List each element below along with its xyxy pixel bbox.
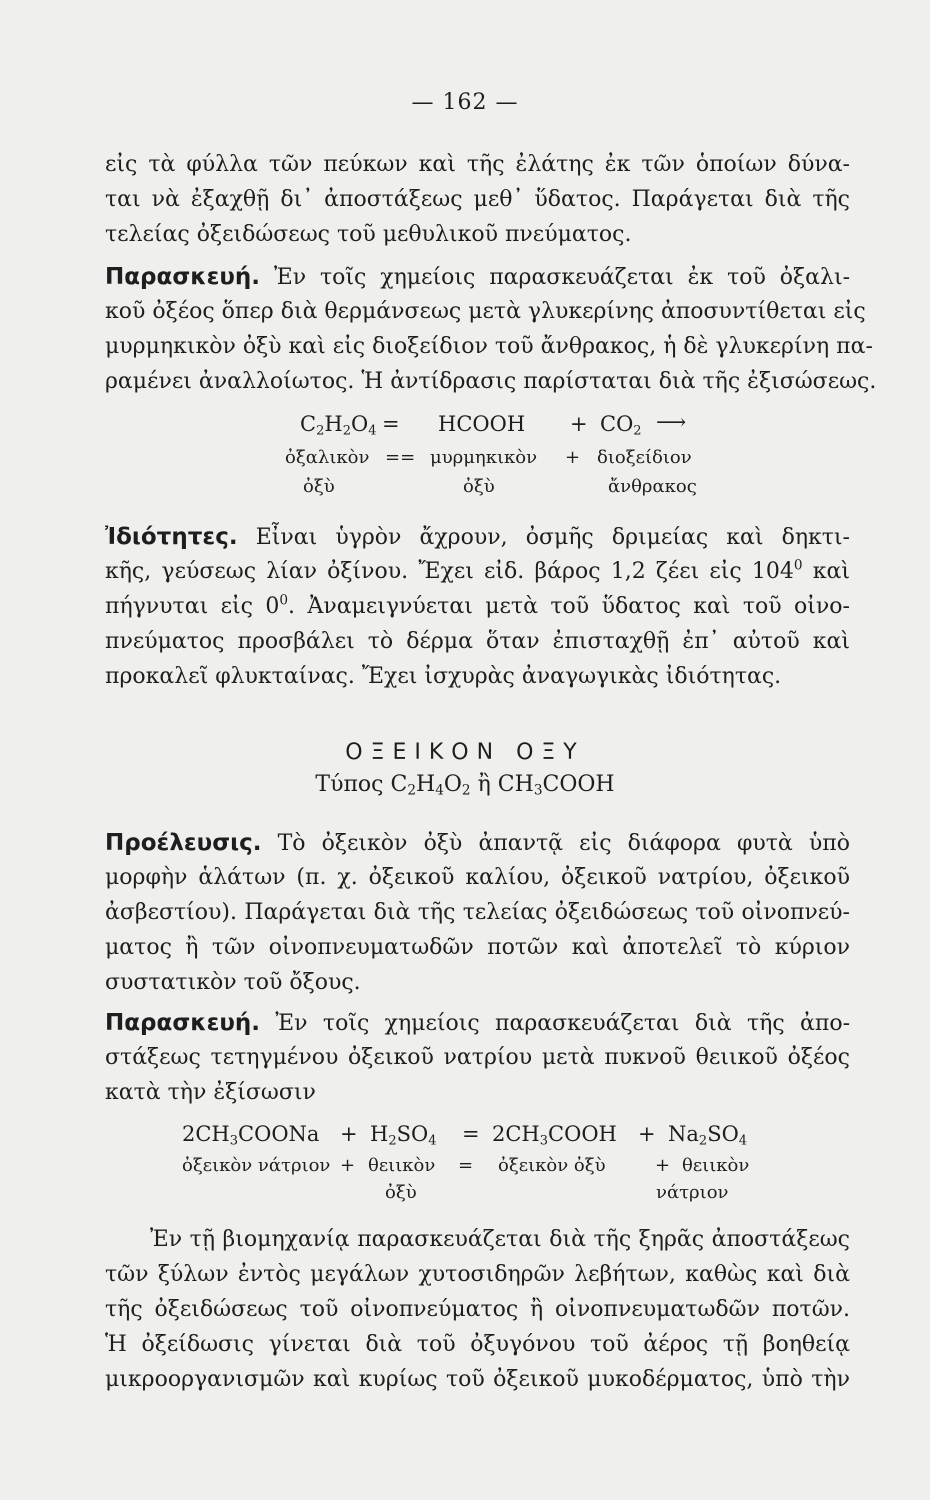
plus-sign: + xyxy=(638,1122,656,1146)
compound-name: νάτριον xyxy=(656,1182,729,1203)
text-line: εἰς τὰ φύλλα τῶν πεύκων καὶ τῆς ἐλάτης ἐκ τῶν ὁποίων δύνα- xyxy=(105,152,850,177)
text-line: κατὰ τὴν ἐξίσωσιν xyxy=(105,1080,316,1105)
chemical-formula: $CO_2$ xyxy=(600,412,642,439)
text-line: Ἐν τῇ βιομηχανίᾳ παρασκευάζεται διὰ τῆς ξηρᾶς ἀποστάξεως xyxy=(150,1227,850,1252)
text-line: προκαλεῖ φλυκταίνας. Ἔχει ἰσχυρὰς ἀναγωγικὰς ἰδιότητας. xyxy=(105,664,782,689)
text-line: ται νὰ ἐξαχθῇ δι᾽ ἀποστάξεως μεθ᾽ ὕδατος. Παράγεται διὰ τῆς xyxy=(105,187,850,212)
text-line: Ἡ ὀξείδωσις γίνεται διὰ τοῦ ὀξυγόνου τοῦ ἀέρος τῇ βοηθείᾳ xyxy=(105,1332,850,1357)
compound-name: ὀξὺ xyxy=(463,476,495,497)
text-line: μικροοργανισμῶν καὶ κυρίως τοῦ ὀξεικοῦ μυκοδέρματος, ὑπὸ τὴν xyxy=(105,1367,850,1392)
text-line xyxy=(105,828,850,859)
text-line: ραμένει ἀναλλοίωτος. Ἡ ἀντίδρασις παρίσταται διὰ τῆς ἐξισώσεως. xyxy=(105,369,877,394)
text-span: Ἐν τοῖς χημείοις παρασκευάζεται διὰ τῆς ἀπο- xyxy=(275,1011,850,1036)
text-line: στάξεως τετηγμένου ὀξεικοῦ νατρίου μετὰ πυκνοῦ θειικοῦ ὀξέος xyxy=(105,1045,850,1070)
plus-sign: + xyxy=(655,1155,671,1176)
text-line: τῆς ὀξειδώσεως τοῦ οἰνοπνεύματος ἢ οἰνοπνευματωδῶν ποτῶν. xyxy=(105,1297,850,1322)
equals-sign: == xyxy=(385,447,416,468)
compound-name: ὀξὺ xyxy=(303,476,335,497)
compound-name: ὀξαλικὸν xyxy=(285,447,370,468)
compound-name: ὀξεικὸν νάτριον xyxy=(182,1155,331,1176)
compound-name: διοξείδιον xyxy=(597,447,692,468)
compound-name: ὀξεικὸν ὀξὺ xyxy=(498,1155,606,1176)
text-line xyxy=(105,1008,850,1039)
text-span: Ἐν τοῖς χημείοις παρασκευάζεται ἐκ τοῦ ὀξαλι- xyxy=(273,265,850,290)
equals-sign: = xyxy=(462,1122,480,1146)
text-line: πήγνυται εἰς $0^0$. Ἀναμειγνύεται μετὰ τοῦ ὕδατος καὶ τοῦ οἰνο- xyxy=(105,592,850,619)
section-heading-origin: Προέλευσις. xyxy=(105,830,262,856)
chemical-formula: $2CH_3COOH$ xyxy=(492,1122,617,1149)
text-line: μυρμηκικὸν ὀξὺ καὶ εἰς διοξείδιον τοῦ ἄνθρακος, ἡ δὲ γλυκερίνη πα- xyxy=(105,334,873,359)
chemical-formula: HCOOH xyxy=(438,412,526,436)
section-heading-properties: Ἰδιότητες. xyxy=(105,524,238,550)
section-heading-preparation: Παρασκευή. xyxy=(105,1010,261,1036)
plus-sign: + xyxy=(340,1122,358,1146)
text-line: πνεύματος προσβάλει τὸ δέρμα ὅταν ἐπισταχθῇ ἐπ᾽ αὐτοῦ καὶ xyxy=(105,629,850,654)
compound-name: μυρμηκικὸν xyxy=(430,447,538,468)
formula-line: Τύπος $C_2H_4O_2$ ἢ $CH_3COOH$ xyxy=(315,772,615,799)
text-line: κῆς, γεύσεως λίαν ὀξίνου. Ἔχει εἰδ. βάρος 1,2 ζέει εἰς $104^0$ καὶ xyxy=(105,557,851,584)
text-line: συστατικὸν τοῦ ὄξους. xyxy=(105,970,361,995)
compound-name: θειικὸν xyxy=(682,1155,750,1176)
equals-sign: = xyxy=(458,1155,474,1176)
compound-name: ὀξὺ xyxy=(385,1182,417,1203)
plus-sign: + xyxy=(565,447,581,468)
chemical-formula: $2CH_3COONa$ xyxy=(182,1122,320,1149)
text-line: ματος ἢ τῶν οἰνοπνευματωδῶν ποτῶν καὶ ἀποτελεῖ τὸ κύριον xyxy=(105,935,850,960)
text-line xyxy=(105,522,850,553)
section-title: ΟΞΕΙΚΟΝ ΟΞΥ xyxy=(345,740,585,765)
text-line: τῶν ξύλων ἐντὸς μεγάλων χυτοσιδηρῶν λεβήτων, καθὼς καὶ διὰ xyxy=(105,1262,850,1287)
plus-sign: + xyxy=(340,1155,356,1176)
chemical-formula: $H_2SO_4$ xyxy=(370,1122,437,1149)
chemical-formula: $C_2H_2O_4$ xyxy=(300,412,377,439)
page-number: — 162 — xyxy=(411,90,519,115)
plus-sign: + xyxy=(570,412,588,436)
text-line: τελείας ὀξειδώσεως τοῦ μεθυλικοῦ πνεύματος. xyxy=(105,222,632,247)
text-span: Εἶναι ὑγρὸν ἄχρουν, ὀσμῆς δριμείας καὶ δηκτι- xyxy=(255,525,850,550)
text-span: Τὸ ὀξεικὸν ὀξὺ ἀπαντᾷ εἰς διάφορα φυτὰ ὑπὸ xyxy=(277,831,850,856)
compound-name: θειικὸν xyxy=(368,1155,436,1176)
text-line xyxy=(105,262,850,293)
equals-sign: = xyxy=(382,412,400,436)
chemical-formula: $Na_2SO_4$ xyxy=(668,1122,748,1149)
section-heading-preparation: Παρασκευή. xyxy=(105,264,261,290)
compound-name: ἄνθρακος xyxy=(608,476,697,497)
text-line: μορφὴν ἁλάτων (π. χ. ὀξεικοῦ καλίου, ὀξεικοῦ νατρίου, ὀξεικοῦ xyxy=(105,865,850,890)
reaction-arrow: ⟶ xyxy=(656,410,687,434)
text-line: κοῦ ὀξέος ὅπερ διὰ θερμάνσεως μετὰ γλυκερίνης ἀποσυντίθεται εἰς xyxy=(105,299,866,324)
text-line: ἀσβεστίου). Παράγεται διὰ τῆς τελείας ὀξειδώσεως τοῦ οἰνοπνεύ- xyxy=(105,900,850,925)
